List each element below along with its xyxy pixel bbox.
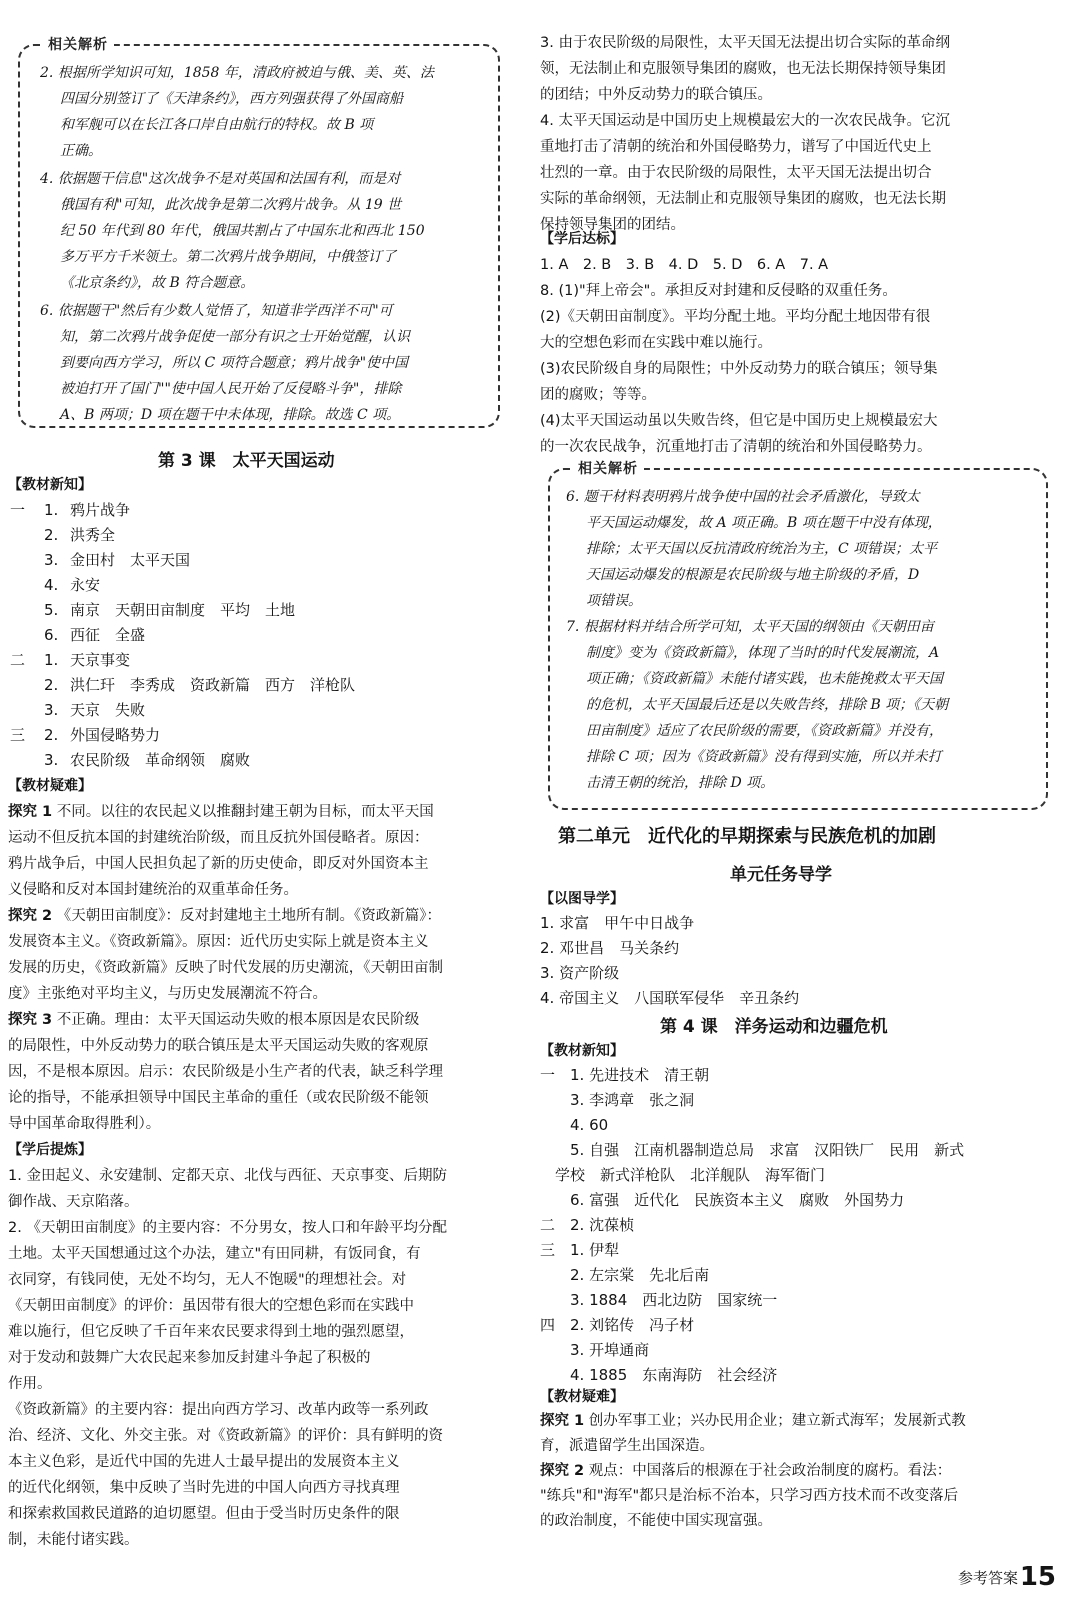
difficult-line: 的局限性，中外反动势力的联合镇压是太平天国运动失败的客观原	[8, 1038, 429, 1054]
difficult-line: 育，派遣留学生出国深造。	[540, 1438, 714, 1454]
summary-line: 本主义色彩，是近代中国的先进人士最早提出的发展资本主义	[8, 1454, 400, 1470]
difficult-line: 度》主张绝对平均主义，与历史发展潮流不符合。	[8, 986, 327, 1002]
analysis-line: 俄国有利"可知，此次战争是第二次鸦片战争。从 19 世	[60, 197, 402, 213]
difficult-line: 探究 2 《天朝田亩制度》：反对封建地主土地所有制。《资政新篇》：	[8, 908, 441, 924]
map-line: 3. 资产阶级	[540, 964, 620, 982]
section-new-knowledge-4: 【教材新知】	[540, 1043, 624, 1059]
summary-line: 御作战、天京陷落。	[8, 1194, 139, 1210]
analysis-line: 排除；太平天国以反抗清政府统治为主，C 项错误；太平	[586, 541, 938, 557]
analysis-line: 天国运动爆发的根源是农民阶级与地主阶级的矛盾，D	[586, 567, 920, 583]
section-new-knowledge: 【教材新知】	[8, 477, 92, 493]
summary-line: 领，无法制止和克服领导集团的腐败，也无法长期保持领导集团	[540, 61, 946, 77]
new-item: 一 1. 鸦片战争	[10, 501, 131, 519]
page-number: 15	[1019, 1562, 1056, 1592]
difficult-line: 鸦片战争后，中国人民担负起了新的历史使命，即反对外国资本主	[8, 856, 429, 872]
summary-line: 保持领导集团的团结。	[540, 217, 685, 233]
new-line: 3. 李鸿章 张之洞	[540, 1091, 695, 1109]
difficult-line: 因，不是根本原因。启示：农民阶级是小生产者的代表，缺乏科学理	[8, 1064, 443, 1080]
analysis-line: 项正确；《资政新篇》未能付诸实践，也未能挽救太平天国	[586, 671, 943, 687]
answer-line: (3)农民阶级自身的局限性；中外反动势力的联合镇压；领导集	[540, 361, 938, 377]
difficult-line: 发展资本主义。《资政新篇》。原因：近代历史实际上就是资本主义	[8, 934, 429, 950]
new-line: 4. 1885 东南海防 社会经济	[540, 1366, 778, 1384]
summary-line: 3. 由于农民阶级的局限性，太平天国无法提出切合实际的革命纲	[540, 35, 950, 51]
new-line: 3. 开埠通商	[540, 1341, 650, 1359]
analysis-line: 知，第二次鸦片战争促使一部分有识之士开始觉醒，认识	[60, 329, 410, 345]
lesson-3-title: 第 3 课 太平天国运动	[158, 451, 335, 471]
analysis-line: 《北京条约》，故 B 符合题意。	[60, 275, 255, 291]
summary-line: 制，未能付诸实践。	[8, 1532, 139, 1548]
section-after-summary: 【学后提炼】	[8, 1142, 92, 1158]
new-line: 4. 60	[540, 1116, 609, 1134]
analysis-line: 的危机，太平天国最后还是以失败告终，排除 B 项；《天朝	[586, 697, 949, 713]
unit-guide-title: 单元任务导学	[730, 865, 832, 885]
difficult-line: 探究 1 不同。以往的农民起义以推翻封建王朝为目标，而太平天国	[8, 804, 434, 820]
new-item: 二 1. 天京事变	[10, 651, 131, 669]
summary-line: 衣同穿，有钱同使，无处不均匀，无人不饱暖"的理想社会。对	[8, 1272, 407, 1288]
analysis-line: 6. 题干材料表明鸦片战争使中国的社会矛盾激化，导致太	[566, 489, 920, 505]
new-item: 三 2. 外国侵略势力	[10, 726, 161, 744]
analysis-line: 到要向西方学习，所以 C 项符合题意；鸦片战争"使中国	[60, 355, 409, 371]
analysis-line: 和军舰可以在长江各口岸自由航行的特权。故 B 项	[60, 117, 374, 133]
map-line: 1. 求富 甲午中日战争	[540, 914, 695, 932]
footer-label: 参考答案	[957, 1569, 1018, 1587]
left-column: 相关解析 2. 根据所学知识可知，1858 年，清政府被迫与俄、美、英、法 四国分别签订了《天津条约》，西方列强获得了外国商船 和军舰可以在长江各口岸自由航行的特权。故 B 项 正确。 4. 依据题干信息"这次战争不是对英国和法国有利，而是对 俄国有利"可知，此次战争是第二次鸦片战争。从 19 世 纪 50 年代到 80 年代，俄国共割占了中国东北和西北 150 多万平方千米领土。第二次鸦片战争期间，中俄签订了 《北京条约》，故 B 符合题意。 6. 依据题干"然后有少数人觉悟了，知道非学西洋不可"可 知，第二次鸦片战争促使一部分有识之士开始觉醒，认识 到要向西方学习，所以 C 项符合题意；鸦片战争"使中国 被迫打开了国门""使中国人民开始了反侵略斗争"，排除 A、B 两项；D 项在题干中未体现，排除。故选 C 项。 第 3 课 太平天国运动 【教材新知】 一 1. 鸦片战争 2. 洪秀全 3. 金田村 太平天国 4. 永安 5. 南京 天朝田亩制度 平均 土地 6. 西征 全盛 二 1. 天京事变 2. 洪仁玕 李秀成 资政新篇 西方 洋枪队 3. 天京 失败 三 2. 外国侵略势力 3. 农民阶级 革命纲领 腐败 【教材疑难】 探究 1 不同。以往的农民起义以推翻封建王朝为目标，而太平天国 运动不但反抗本国的封建统治阶级，而且反抗外国侵略者。原因： 鸦片战争后，中国人民担负起了新的历史使命，即反对外国资本主 义侵略和反对本国封建统治的双重革命任务。 探究 2 《天朝田亩制度》：反对封建地主土地所有制。《资政新篇》： 发展资本主义。《资政新篇》。原因：近代历史实际上就是资本主义 发展的历史，《资政新篇》反映了时代发展的历史潮流，《天朝田亩制 度》主张绝对平均主义，与历史发展潮流不符合。 探究 3 不正确。理由：太平天国运动失败的根本原因是农民阶级 的局限性，中外反动势力的联合镇压是太平天国运动失败的客观原 因，不是根本原因。启示：农民阶级是小生产者的代表，缺乏科学理 论的指导，不能承担领导中国民主革命的重任（或农民阶级不能领 导中国革命取得胜利）。 【学后提炼】 1. 金田起义、永安建制、定都天京、北伐与西征、天京事变、后期防 御作战、天京陷落。 2. 《天朝田亩制度》的主要内容：不分男女，按人口和年龄平均分配 土地。太平天国想通过这个办法，建立"有田同耕，有饭同食，有 衣同穿，有钱同使，无处不均匀，无人不饱暖"的理想社会。对 《天朝田亩制度》的评价：虽因带有很大的空想色彩而在实践中 难以施行，但它反映了千百年来农民要求得到土地的强烈愿望， 对于发动和鼓舞广大农民起来参加反封建斗争起了积极的 作用。 《资政新篇》的主要内容：提出向西方学习、改革内政等一系列政 治、经济、文化、外交主张。对《资政新篇》的评价：具有鲜明的资 本主义色彩，是近代中国的先进人士最早提出的发展资本主义 的近代化纲领，集中反映了当时先进的中国人向西方寻找真理 和探索救国救民道路的迫切愿望。但由于受当时历史条件的限 制，未能付诸实践。	[0, 0, 522, 1600]
summary-line: 《天朝田亩制度》的评价：虽因带有很大的空想色彩而在实践中	[8, 1298, 414, 1314]
summary-line: 重地打击了清朝的统治和外国侵略势力，谱写了中国近代史上	[540, 139, 932, 155]
new-line: 三 1. 伊犁	[540, 1241, 620, 1259]
analysis-line: 制度》变为《资政新篇》，体现了当时的时代发展潮流，A	[586, 645, 940, 661]
difficult-line: 运动不但反抗本国的封建统治阶级，而且反抗外国侵略者。原因：	[8, 830, 429, 846]
new-line: 学校 新式洋枪队 北洋舰队 海军衙门	[540, 1166, 826, 1184]
summary-line: 4. 太平天国运动是中国历史上规模最宏大的一次农民战争。它沉	[540, 113, 950, 129]
summary-line: 和探索救国救民道路的迫切愿望。但由于受当时历史条件的限	[8, 1506, 400, 1522]
summary-line: 2. 《天朝田亩制度》的主要内容：不分男女，按人口和年龄平均分配	[8, 1220, 447, 1236]
analysis-line: 正确。	[60, 143, 102, 159]
new-line: 3. 1884 西北边防 国家统一	[540, 1291, 778, 1309]
answer-line: (4)太平天国运动虽以失败告终，但它是中国历史上规模最宏大	[540, 413, 938, 429]
summary-line: 实际的革命纲领，无法制止和克服领导集团的腐败，也无法长期	[540, 191, 946, 207]
map-line: 2. 邓世昌 马关条约	[540, 939, 680, 957]
analysis-line: 4. 依据题干信息"这次战争不是对英国和法国有利，而是对	[40, 171, 401, 187]
analysis-line: 排除 C 项；因为《资政新篇》没有得到实施，所以并未打	[586, 749, 942, 765]
summary-line: 的近代化纲领，集中反映了当时先进的中国人向西方寻找真理	[8, 1480, 400, 1496]
analysis-line: 7. 根据材料并结合所学可知，太平天国的纲领由《天朝田亩	[566, 619, 934, 635]
summary-line: 《资政新篇》的主要内容：提出向西方学习、改革内政等一系列政	[8, 1402, 429, 1418]
summary-line: 壮烈的一章。由于农民阶级的局限性，太平天国无法提出切合	[540, 165, 932, 181]
analysis-box-title: 相关解析	[42, 34, 114, 54]
difficult-line: 探究 2 观点：中国落后的根源在于社会政治制度的腐朽。看法：	[540, 1463, 952, 1479]
difficult-line: 义侵略和反对本国封建统治的双重革命任务。	[8, 882, 298, 898]
answer-line: 大的空想色彩而在实践中难以施行。	[540, 335, 772, 351]
new-line: 一 1. 先进技术 清王朝	[540, 1066, 710, 1084]
difficult-line: 导中国革命取得胜利）。	[8, 1116, 161, 1132]
analysis-line: 平天国运动爆发，故 A 项正确。B 项在题干中没有体现，	[586, 515, 942, 531]
analysis-line: A、B 两项；D 项在题干中未体现，排除。故选 C 项。	[60, 407, 401, 423]
analysis-line: 击清王朝的统治，排除 D 项。	[586, 775, 775, 791]
answer-line: 的一次农民战争，沉重地打击了清朝的统治和外国侵略势力。	[540, 439, 932, 455]
map-line: 4. 帝国主义 八国联军侵华 辛丑条约	[540, 989, 800, 1007]
analysis-line: 项错误。	[586, 593, 642, 609]
section-map-guide: 【以图导学】	[540, 891, 624, 907]
answer-line: 团的腐败；等等。	[540, 387, 656, 403]
analysis-line: 2. 根据所学知识可知，1858 年，清政府被迫与俄、美、英、法	[40, 65, 434, 81]
analysis-line: 多万平方千米领土。第二次鸦片战争期间，中俄签订了	[60, 249, 396, 265]
analysis-line: 纪 50 年代到 80 年代，俄国共割占了中国东北和西北 150	[60, 223, 425, 239]
new-line: 2. 左宗棠 先北后南	[540, 1266, 710, 1284]
answer-line: 8. (1)"拜上帝会"。承担反对封建和反侵略的双重任务。	[540, 283, 897, 299]
lesson-4-title: 第 4 课 洋务运动和边疆危机	[660, 1017, 888, 1037]
new-line: 5. 自强 江南机器制造总局 求富 汉阳铁厂 民用 新式	[540, 1141, 965, 1159]
summary-line: 对于发动和鼓舞广大农民起来参加反封建斗争起了积极的	[8, 1350, 371, 1366]
new-line: 四 2. 刘铭传 冯子材	[540, 1316, 695, 1334]
difficult-line: 的政治制度，不能使中国实现富强。	[540, 1513, 772, 1529]
section-difficult: 【教材疑难】	[8, 778, 92, 794]
summary-line: 作用。	[8, 1376, 52, 1392]
new-line: 二 2. 沈葆桢	[540, 1216, 635, 1234]
summary-line: 治、经济、文化、外交主张。对《资政新篇》的评价：具有鲜明的资	[8, 1428, 443, 1444]
difficult-line: 探究 3 不正确。理由：太平天国运动失败的根本原因是农民阶级	[8, 1012, 420, 1028]
summary-line: 难以施行，但它反映了千百年来农民要求得到土地的强烈愿望，	[8, 1324, 414, 1340]
difficult-line: 发展的历史，《资政新篇》反映了时代发展的历史潮流，《天朝田亩制	[8, 960, 443, 976]
answer-line: (2)《天朝田亩制度》。平均分配土地。平均分配土地因带有很	[540, 309, 931, 325]
section-after-target: 【学后达标】	[540, 231, 624, 247]
summary-line: 的团结；中外反动势力的联合镇压。	[540, 87, 772, 103]
analysis-line: 6. 依据题干"然后有少数人觉悟了，知道非学西洋不可"可	[40, 303, 393, 319]
analysis-line: 被迫打开了国门""使中国人民开始了反侵略斗争"，排除	[60, 381, 402, 397]
analysis-line: 田亩制度》适应了农民阶级的需要，《资政新篇》并没有，	[586, 723, 943, 739]
difficult-line: 探究 1 创办军事工业；兴办民用企业；建立新式海军；发展新式教	[540, 1413, 966, 1429]
unit-2-title: 第二单元 近代化的早期探索与民族危机的加剧	[558, 826, 936, 847]
summary-line: 1. 金田起义、永安建制、定都天京、北伐与西征、天京事变、后期防	[8, 1168, 447, 1184]
answer-line: 1. A 2. B 3. B 4. D 5. D 6. A 7. A	[540, 257, 829, 273]
analysis-box-title: 相关解析	[572, 458, 644, 478]
new-line: 6. 富强 近代化 民族资本主义 腐败 外国势力	[540, 1191, 905, 1209]
difficult-line: 论的指导，不能承担领导中国民主革命的重任（或农民阶级不能领	[8, 1090, 429, 1106]
section-difficult-4: 【教材疑难】	[540, 1389, 624, 1405]
analysis-line: 四国分别签订了《天津条约》，西方列强获得了外国商船	[60, 91, 403, 107]
difficult-line: "练兵"和"海军"都只是治标不治本，只学习西方技术而不改变落后	[540, 1488, 959, 1504]
summary-line: 土地。太平天国想通过这个办法，建立"有田同耕，有饭同食，有	[8, 1246, 421, 1262]
right-column	[540, 0, 1058, 1600]
